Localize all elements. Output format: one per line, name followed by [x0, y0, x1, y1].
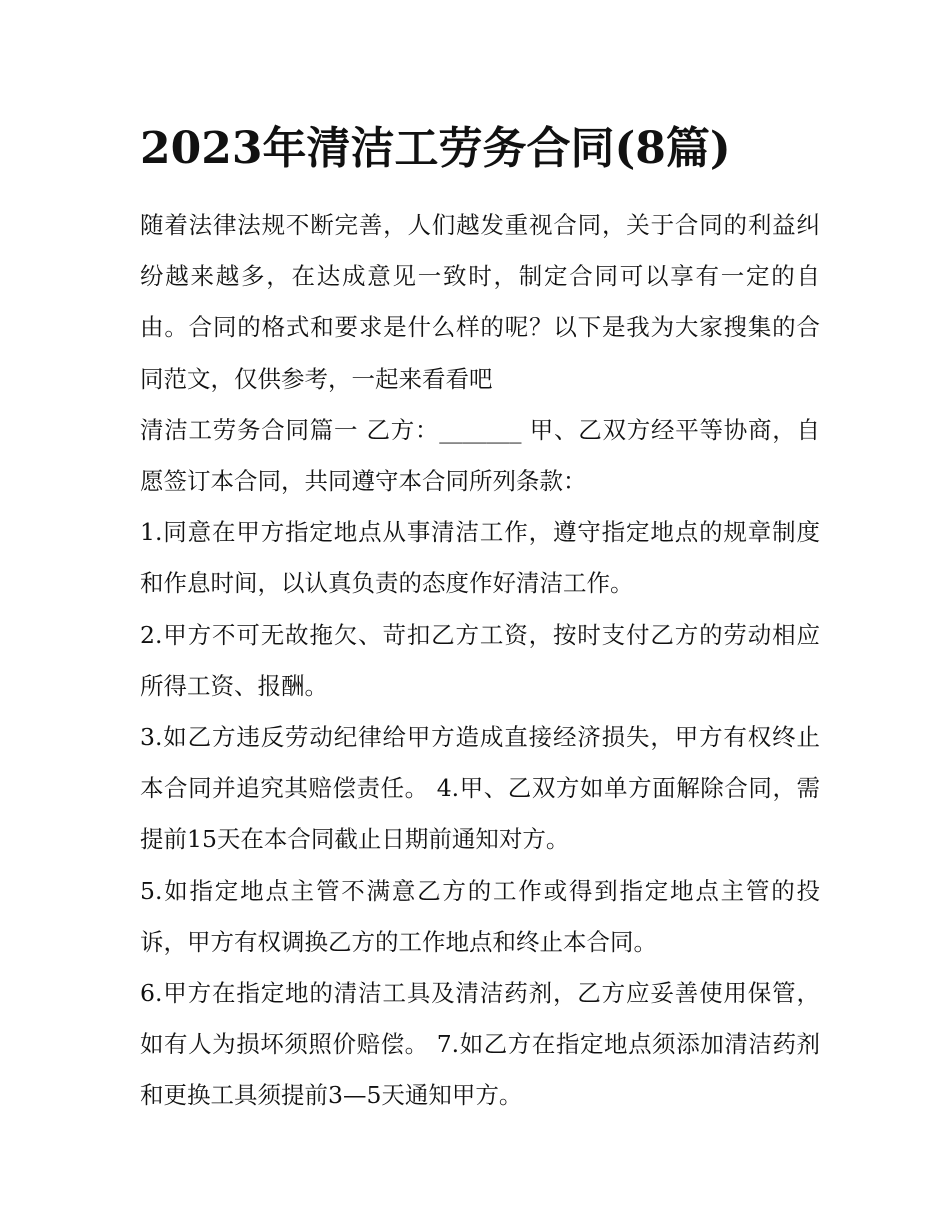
paragraph-clause-2: 2.甲方不可无故拖欠、苛扣乙方工资，按时支付乙方的劳动相应所得工资、报酬。 [140, 620, 820, 700]
paragraph-clause-3-4: 3.如乙方违反劳动纪律给甲方造成直接经济损失，甲方有权终止本合同并追究其赔偿责任。 4.甲、乙双方如单方面解除合同，需提前15天在本合同截止日期前通知对方。 [140, 723, 820, 854]
paragraph-clause-5: 5.如指定地点主管不满意乙方的工作或得到指定地点主管的投诉，甲方有权调换乙方的工作地点和终止本合同。 [140, 876, 820, 956]
document-page [140, 118, 820, 1122]
paragraph-clause-6-7: 6.甲方在指定地的清洁工具及清洁药剂，乙方应妥善使用保管，如有人为损坏须照价赔偿。 7.如乙方在指定地点须添加清洁药剂和更换工具须提前3—5天通知甲方。 [140, 979, 820, 1110]
document-body [140, 200, 820, 1122]
paragraph-contract-heading: 清洁工劳务合同篇一 乙方：_______ 甲、乙双方经平等协商，自愿签订本合同，共同遵守本合同所列条款： [140, 415, 820, 496]
paragraph-clause-1: 1.同意在甲方指定地点从事清洁工作，遵守指定地点的规章制度和作息时间，以认真负责的态度作好清洁工作。 [140, 518, 820, 598]
document-title: 2023年清洁工劳务合同(8篇) [140, 123, 731, 174]
paragraph-intro: 随着法律法规不断完善，人们越发重视合同，关于合同的利益纠纷越来越多，在达成意见一致时，制定合同可以享有一定的自由。合同的格式和要求是什么样的呢？以下是我为大家搜集的合同范文，仅供参考，一起来看看吧 [140, 211, 820, 393]
